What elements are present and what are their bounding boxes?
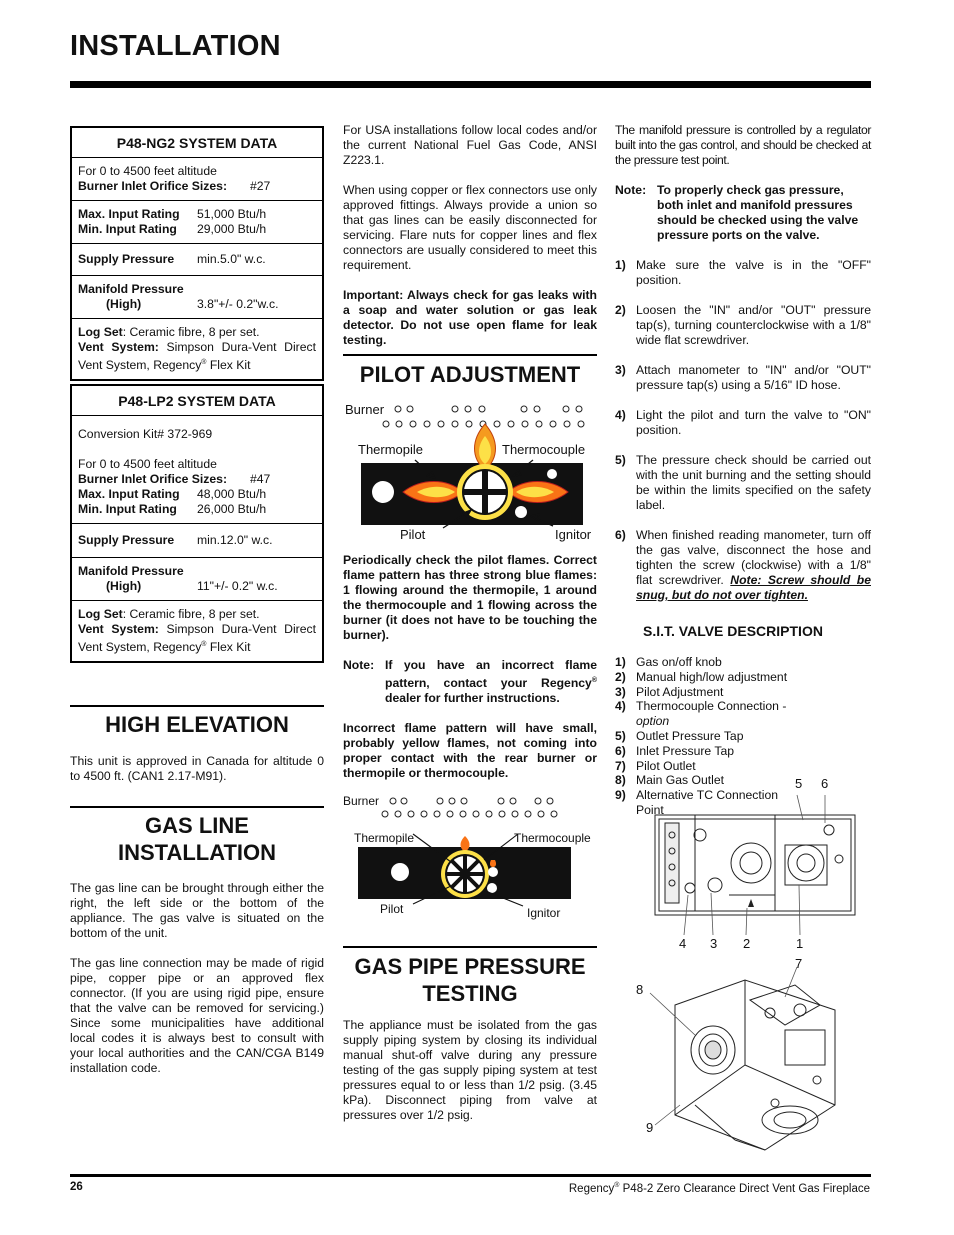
ng2-vent-tail: Flex Kit [206,358,251,373]
pressure-steps [615,258,871,603]
valve-part-text: Outlet Pressure Tap [636,728,744,743]
ng2-manifold-label: Manifold Pressure [78,282,184,296]
lp2-altitude-section [72,416,322,524]
valve-label-4: 4 [679,936,687,951]
gas-pipe-text: The appliance must be isolated from the gas supply piping system by closing its individual manual shut-off valve during any pressure testing of the gas supply piping system at test pressures equal to or less than 1/2 psig. (3.45 kPa). Disconnect piping from valve at pressures over 1/2 psig. [343,1018,597,1122]
fig1-ignitor-label: Ignitor [555,527,592,542]
header-rule [70,81,871,88]
ng2-max-value: 51,000 Btu/h [197,207,267,221]
valve-part-item [615,744,805,759]
valve-part-number: 4) [615,699,626,714]
right-note [615,183,871,243]
ng2-title: P48-NG2 SYSTEM DATA [72,128,322,158]
correct-flame-diagram [343,400,597,546]
valve-part-number: 2) [615,669,626,684]
pilot-note-tail: dealer for further instructions. [385,691,560,706]
footer-title: P48-2 Zero Clearance Direct Vent Gas Fireplace [619,1182,870,1195]
lp2-vent-label: Vent System: [78,622,159,636]
valve-perspective-diagram [635,955,875,1165]
fig2-thermopile-label: Thermopile [354,831,415,845]
lp2-manifold-label: Manifold Pressure [78,564,184,578]
ng2-manifold-section [72,276,322,319]
valve-label-8: 8 [636,982,644,997]
pilot-note-label: Note: [343,658,375,672]
pilot-note-text: If you have an incorrect flame pattern, contact your Regency [385,658,597,691]
valve-part-option: option [636,714,670,729]
pressure-steps-list [615,258,871,513]
gas-line-title-1: GAS LINE [145,813,249,838]
lp2-min-label: Min. Input Rating [78,502,177,516]
valve-part-text: Thermocouple Connection - [636,699,787,714]
lp2-log-value: : Ceramic fibre, 8 per set. [122,607,260,621]
fig1-thermocouple-label: Thermocouple [502,442,586,457]
lp2-manifold-section [72,558,322,601]
ng2-min-value: 29,000 Btu/h [197,222,267,236]
valve-top-view-svg [635,775,875,955]
fig1-thermopile-label: Thermopile [358,442,424,457]
ng2-supply-label: Supply Pressure [78,252,175,266]
lp2-title: P48-LP2 SYSTEM DATA [72,386,322,416]
valve-label-7: 7 [795,956,803,971]
footer-text [569,1182,870,1195]
ng2-manifold-high: (High) [106,297,142,311]
lp2-system-data-box [70,384,324,663]
valve-part-text: Manual high/low adjustment [636,669,788,684]
lp2-altitude: For 0 to 4500 feet altitude [78,457,217,471]
valve-part-text: Alternative TC Connection Point [636,788,779,817]
gas-pipe-rule [343,946,597,948]
valve-part-item [615,729,805,744]
lp2-supply-value: min.12.0" w.c. [197,533,273,547]
step-number: 1) [615,258,626,272]
pilot-p2: Incorrect flame pattern will have small, probably yellow flames, not coming into proper contact with the rear burner or thermopile or thermocouple. [343,721,597,781]
step-text: Light the pilot and turn the valve to "ON" position. [636,408,871,437]
right-note-text: To properly check gas pressure, both inlet and manifold pressures should be checked using the valve pressure ports on the valve. [657,183,859,242]
lp2-max-value: 48,000 Btu/h [197,487,267,501]
step-text: The pressure check should be carried out with the unit burning and the setting should be within the limits specified on the safety label. [636,453,871,512]
step6-note: Note: Screw should be snug, but do not over tighten. [636,573,871,602]
lp2-log-label: Log Set [78,607,123,621]
valve-part-text: Pilot Adjustment [636,684,724,699]
step6-number: 6) [615,528,626,542]
valve-part-number: 9) [615,788,626,803]
valve-part-number: 5) [615,728,626,743]
ng2-supply-section [72,244,322,276]
pilot-p1: Periodically check the pilot flames. Correct flame pattern has three strong blue flames: 1 flowing around the thermopile, 1 around the thermocouple and 1 flowing across the burner (it does not have to be touching the burner). [343,553,597,642]
footer-brand: Regency [568,1182,615,1195]
valve-part-text: Gas on/off knob [636,655,722,669]
lp2-manifold-value: 11"+/- 0.2" w.c. [197,579,278,593]
lp2-supply-label: Supply Pressure [78,533,175,547]
gas-line-body [70,881,324,1091]
correct-flame-svg [343,400,597,546]
valve-part-number: 1) [615,655,626,669]
step6-text: When finished reading manometer, turn off the gas valve, disconnect the hose and tighten the screw (clockwise) with a 1/8" flat screwdriver. [636,528,871,587]
valve-part-item [615,685,805,700]
step-number: 2) [615,303,626,317]
ng2-log-label: Log Set [78,325,123,339]
gas-line-p2: The gas line connection may be made of rigid pipe, copper pipe or an approved flex connector. (If you are using rigid pipe, ensure that the valve can be removed for servicing.) Since some municipalities have additional local codes it is always best to consult with your local authorities and the CAN/CGA B149 installation code. [70,956,324,1075]
valve-label-9: 9 [646,1120,654,1135]
lp2-orifice-value: #47 [250,472,271,486]
footer-rule [70,1174,871,1177]
ng2-log-section [72,319,322,379]
pilot-body [343,553,597,796]
fig2-thermocouple-label: Thermocouple [514,831,591,845]
step-text: Attach manometer to "IN" and/or "OUT" pressure tap(s) using a 5/16" ID hose. [636,363,871,392]
valve-part-number: 3) [615,684,626,699]
fig1-burner-label: Burner [345,402,385,417]
valve-part-number: 6) [615,743,626,758]
ng2-orifice-label: Burner Inlet Orifice Sizes: [78,179,227,193]
right-note-label: Note: [615,183,647,197]
ng2-orifice-value: #27 [250,179,271,193]
high-elevation-title: HIGH ELEVATION [105,712,289,737]
page-title: INSTALLATION [70,30,281,62]
gas-pipe-title [343,953,597,1007]
ng2-min-label: Min. Input Rating [78,222,177,236]
valve-part-text: Inlet Pressure Tap [636,743,735,758]
lp2-orifice-label: Burner Inlet Orifice Sizes: [78,472,227,486]
lp2-vent-tail: Flex Kit [206,640,251,655]
ng2-vent-label: Vent System: [78,340,159,354]
gas-line-p1: The gas line can be brought through either the right, the left side or the bottom of the appliance. The gas valve is situated on the bottom of the unit. [70,881,324,940]
step-number: 4) [615,408,626,422]
pressure-step [615,363,871,393]
gas-line-title-2: INSTALLATION [117,840,277,865]
lp2-manifold-high: (High) [106,579,142,593]
pressure-step [615,408,871,438]
high-elevation-text: This unit is approved in Canada for altitude 0 to 4500 ft. (CAN1 2.17-M91). [70,754,324,783]
pilot-title: PILOT ADJUSTMENT [359,362,581,387]
gas-pipe-title-1: GAS PIPE PRESSURE [354,954,586,979]
ng2-system-data-box [70,126,324,381]
middle-p2: When using copper or flex connectors use only approved fittings. Always provide a union so that gas lines can be easily disconnected for servicing. Flare nuts for copper lines and flex connectors are usually considered to meet this requirement. [343,183,597,272]
valve-perspective-svg [635,955,875,1165]
valve-part-text: Pilot Outlet [636,758,696,773]
ng2-input-section [72,201,322,244]
step-text: Loosen the "IN" and/or "OUT" pressure tap(s), turning counterclockwise with a 1/8" wide flat screwdriver. [636,303,871,347]
middle-p1: For USA installations follow local codes and/or the current National Fuel Gas Code, ANSI Z223.1. [343,123,597,167]
middle-p3: Important: Always check for gas leaks with a soap and water solution or gas leak detector. Do not use open flame for leak testing. [343,288,597,347]
lp2-supply-section [72,524,322,558]
valve-part-number: 8) [615,773,626,788]
step-text: Make sure the valve is in the "OFF" position. [636,258,871,287]
incorrect-flame-diagram [343,792,597,924]
lp2-vent-value: Simpson Dura-Vent Direct Vent System, Regency [78,622,316,655]
valve-part-number: 7) [615,758,626,773]
gas-line-title [70,812,324,866]
valve-part-item [615,670,805,685]
right-p1: The manifold pressure is controlled by a regulator built into the gas control, and should be checked at the pressure test point. [615,123,871,167]
ng2-vent-value: Simpson Dura-Vent Direct Vent System, Regency [78,340,316,373]
pilot-note [343,658,597,706]
pressure-step-6 [615,528,871,603]
step-number: 3) [615,363,626,377]
ng2-supply-value: min.5.0" w.c. [197,252,266,266]
ng2-vent-reg: ® [201,359,207,366]
fig1-pilot-label: Pilot [400,527,426,542]
gas-line-rule [70,806,324,808]
pilot-note-reg: ® [591,677,597,684]
middle-body [343,123,597,363]
gas-pipe-title-2: TESTING [422,981,518,1006]
valve-label-1: 1 [796,936,804,951]
footer-reg: ® [614,1182,620,1189]
pilot-rule [343,354,597,356]
fig2-ignitor-label: Ignitor [527,906,561,920]
valve-label-6: 6 [821,776,829,791]
ng2-log-value: : Ceramic fibre, 8 per set. [122,325,260,339]
step-number: 5) [615,453,626,467]
ng2-max-label: Max. Input Rating [78,207,180,221]
pressure-step [615,258,871,288]
lp2-min-value: 26,000 Btu/h [197,502,267,516]
valve-label-5: 5 [795,776,803,791]
valve-part-item [615,655,805,670]
page-number: 26 [70,1181,83,1193]
lp2-max-label: Max. Input Rating [78,487,180,501]
valve-part-text: Main Gas Outlet [636,773,725,788]
lp2-log-section [72,601,322,661]
fig2-burner-label: Burner [343,794,380,808]
high-elevation-rule [70,705,324,707]
pressure-step [615,303,871,348]
ng2-altitude: For 0 to 4500 feet altitude [78,164,217,178]
valve-part-item [615,759,805,774]
valve-top-view-diagram [635,775,875,955]
valve-label-3: 3 [710,936,718,951]
lp2-vent-reg: ® [201,641,207,648]
ng2-manifold-value: 3.8"+/- 0.2"w.c. [197,297,279,311]
valve-label-2: 2 [743,936,751,951]
valve-description-title: S.I.T. VALVE DESCRIPTION [643,623,823,639]
pressure-step [615,453,871,513]
fig2-pilot-label: Pilot [380,902,404,916]
ng2-altitude-section [72,158,322,201]
valve-part-item [615,699,805,729]
lp2-conversion: Conversion Kit# 372-969 [78,427,213,441]
